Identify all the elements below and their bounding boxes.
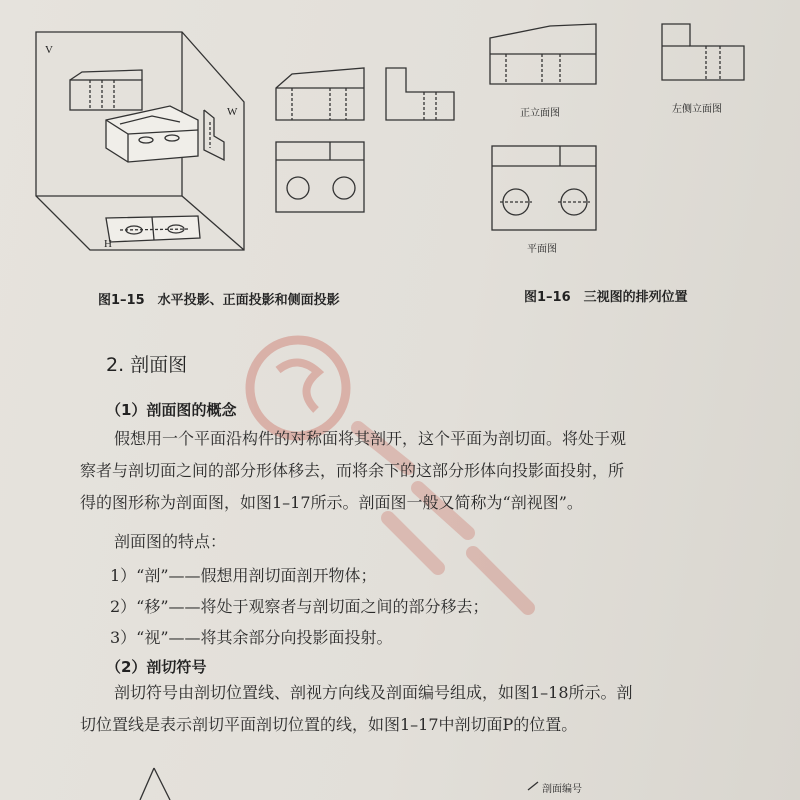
section-number-label: 剖面编号	[542, 784, 582, 795]
feature-item-1: 1）“剖”——假想用剖切面剖开物体；	[110, 566, 377, 585]
subsection-1-title: （1）剖面图的概念	[106, 401, 237, 419]
subsection-2-title: （2）剖切符号	[106, 658, 207, 676]
plane-h-label: H	[104, 238, 112, 250]
paragraph-2-line-1: 剖切符号由剖切位置线、剖视方向线及剖面编号组成，如图1–18所示。剖	[114, 683, 633, 702]
section-heading: 2. 剖面图	[106, 354, 188, 376]
paragraph-2-line-2: 切位置线是表示剖切平面剖切位置的线，如图1–17中剖切面P的位置。	[80, 715, 578, 734]
plane-v-label: V	[45, 44, 53, 56]
projection-box-drawing	[36, 32, 244, 250]
left-view-label: 左侧立面图	[672, 104, 722, 115]
bottom-figure-fragment	[130, 760, 570, 800]
paragraph-1-line-2: 察者与剖切面之间的部分形体移去，而将余下的这部分形体向投影面投射，所	[80, 461, 625, 480]
plan-view-label: 平面图	[527, 244, 557, 255]
plane-w-label: W	[227, 106, 238, 118]
figure-1-15-caption: 图1–15 水平投影、正面投影和侧面投影	[98, 293, 340, 308]
paragraph-1-line-3: 得的图形称为剖面图，如图1–17所示。剖面图一般又简称为“剖视图”。	[80, 493, 583, 512]
figure-area	[30, 18, 770, 290]
feature-item-2: 2）“移”——将处于观察者与剖切面之间的部分移去；	[110, 597, 489, 616]
features-title: 剖面图的特点：	[114, 532, 227, 551]
paragraph-1-line-1: 假想用一个平面沿构件的对称面将其剖开，这个平面为剖切面。将处于观	[114, 429, 627, 448]
figure-1-16-caption: 图1–16 三视图的排列位置	[524, 290, 688, 305]
separate-views-drawing	[276, 68, 454, 212]
feature-item-3: 3）“视”——将其余部分向投影面投射。	[110, 628, 393, 647]
projection-figures	[30, 18, 770, 290]
front-view-label: 正立面图	[520, 108, 560, 119]
arranged-views-drawing	[490, 24, 744, 230]
